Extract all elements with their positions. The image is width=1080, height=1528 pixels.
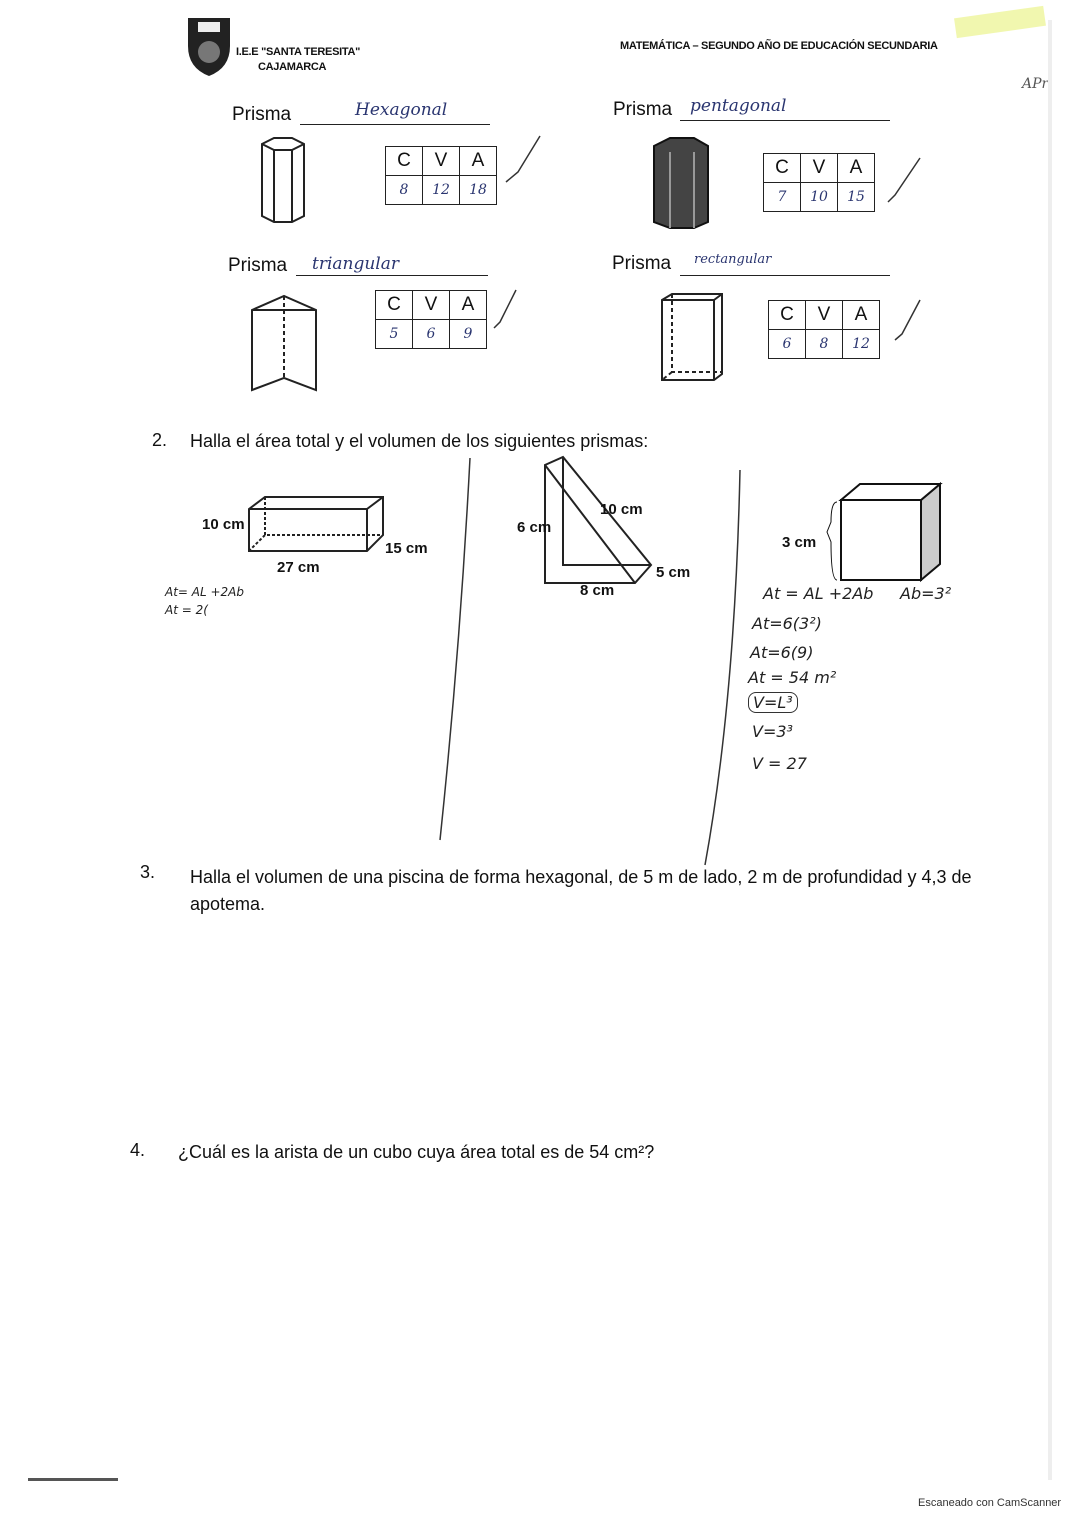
dimension-label: 10 cm — [600, 501, 643, 518]
question-number: 3. — [140, 862, 156, 882]
cube-figure — [825, 482, 950, 582]
handwritten-work: At=6(9) — [750, 643, 814, 662]
handwritten-work: At=6(3²) — [752, 614, 822, 633]
question-text: Halla el volumen de una piscina de forma hexagonal, de 5 m de lado, 2 m de profundidad y 4,3 de apotema. — [190, 867, 972, 914]
rectangular-box-figure — [245, 495, 385, 557]
prism-answer: triangular — [312, 254, 400, 274]
dimension-label: 3 cm — [782, 534, 817, 551]
cva-table: C V A 5 6 9 — [375, 290, 487, 349]
dimension-label: 15 cm — [385, 540, 428, 557]
prism-label: Prisma — [232, 104, 292, 125]
prism-label: Prisma — [228, 255, 288, 276]
cva-table: C V A 6 8 12 — [768, 300, 880, 359]
dimension-label: 6 cm — [517, 519, 552, 536]
handwritten-work: At= AL +2Ab — [165, 585, 245, 599]
handwritten-work: V = 27 — [752, 754, 807, 773]
prism-answer: Hexagonal — [355, 100, 448, 120]
prism-label: Prisma — [612, 253, 672, 274]
prism-answer: pentagonal — [690, 96, 787, 116]
prism-label: Prisma — [613, 99, 673, 120]
school-city: CAJAMARCA — [258, 61, 327, 73]
handwritten-work: At = 2( — [165, 603, 208, 617]
handwritten-work: At = 54 m² — [748, 668, 837, 687]
triangular-prism-figure — [543, 455, 658, 587]
dimension-label: 5 cm — [656, 564, 691, 581]
handwritten-work: V=L³ — [748, 692, 798, 713]
question-text: Halla el área total y el volumen de los siguientes prismas: — [190, 431, 649, 451]
dimension-label: 8 cm — [580, 582, 615, 599]
cva-table: C V A 7 10 15 — [763, 153, 875, 212]
subject-header: MATEMÁTICA – SEGUNDO AÑO DE EDUCACIÓN SECUNDARIA — [620, 40, 938, 52]
handwritten-work: V=3³ — [752, 722, 793, 741]
cva-table: C V A 8 12 18 — [385, 146, 497, 205]
question-number: 2. — [152, 430, 168, 450]
prism-answer: rectangular — [694, 252, 772, 267]
question-number: 4. — [130, 1140, 146, 1160]
handwritten-work: At = AL +2Ab — [763, 584, 874, 603]
dimension-label: 10 cm — [202, 516, 245, 533]
scanner-watermark: Escaneado con CamScanner — [918, 1497, 1062, 1509]
school-name: I.E.E "SANTA TERESITA" — [236, 46, 361, 58]
dimension-label: 27 cm — [277, 559, 320, 576]
question-text: ¿Cuál es la arista de un cubo cuya área total es de 54 cm²? — [178, 1142, 655, 1162]
handwritten-work: Ab=3² — [900, 584, 952, 603]
margin-note: APr — [1022, 76, 1049, 92]
